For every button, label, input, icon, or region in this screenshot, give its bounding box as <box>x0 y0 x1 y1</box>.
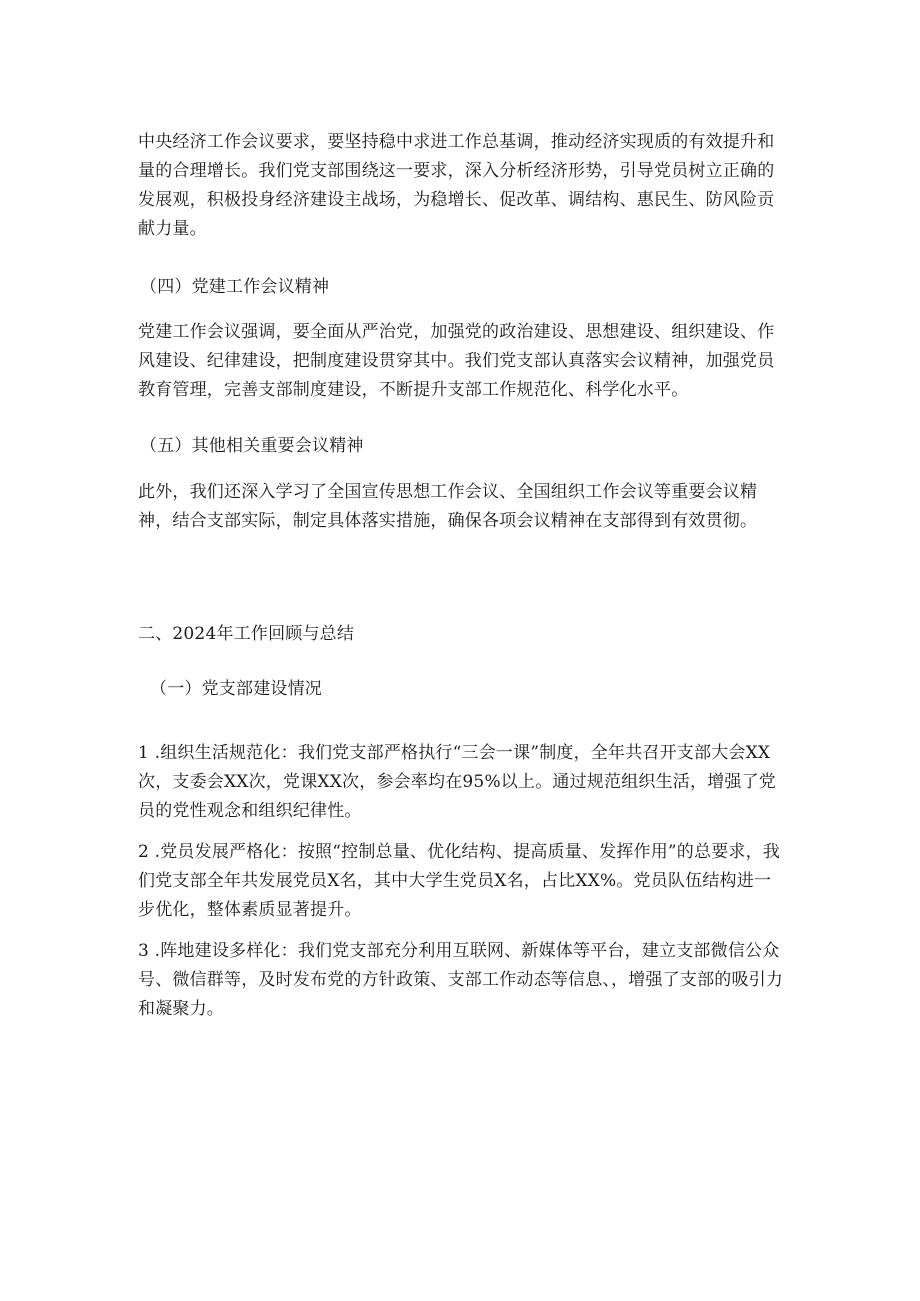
paragraph-other-meetings: 此外，我们还深入学习了全国宣传思想工作会议、全国组织工作会议等重要会议精神，结合支部实际，制定具体落实措施，确保各项会议精神在支部得到有效贯彻。 <box>138 482 758 531</box>
heading-2024-review: 二、2024年工作回顾与总结 <box>138 624 355 644</box>
list-item-organization-life: 1 .组织生活规范化：我们党支部严格执行“三会一课”制度，全年共召开支部大会XX次，支委会XX次，党课XX次，参会率均在95%以上。通过规范组织生活，增强了党员的党性观念和组织纪律性。 <box>138 743 776 821</box>
heading-party-building-meeting: （四）党建工作会议精神 <box>140 277 330 297</box>
heading-other-meetings: （五）其他相关重要会议精神 <box>140 436 364 456</box>
list-item-member-development: 2 .党员发展严格化：按照“控制总量、优化结构、提高质量、发挥作用”的总要求，我们党支部全年共发展党员X名，其中大学生党员X名，占比XX%。党员队伍结构进一步优化，整体素质显著提升。 <box>138 842 781 920</box>
paragraph-economic-meeting: 中央经济工作会议要求，要坚持稳中求进工作总基调，推动经济实现质的有效提升和量的合理增长。我们党支部围绕这一要求，深入分析经济形势，引导党员树立正确的发展观，积极投身经济建设主战场，为稳增长、促改革、调结构、惠民生、防风险贡献力量。 <box>138 132 775 239</box>
list-item-platform-construction: 3 .阵地建设多样化：我们党支部充分利用互联网、新媒体等平台，建立支部微信公众号、微信群等，及时发布党的方针政策、支部工作动态等信息、，增强了支部的吸引力和凝聚力。 <box>138 941 784 1019</box>
paragraph-party-building: 党建工作会议强调，要全面从严治党，加强党的政治建设、思想建设、组织建设、作风建设、纪律建设，把制度建设贯穿其中。我们党支部认真落实会议精神，加强党员教育管理，完善支部制度建设，不断提升支部工作规范化、科学化水平。 <box>138 322 775 400</box>
heading-branch-construction: （一）党支部建设情况 <box>150 679 322 699</box>
